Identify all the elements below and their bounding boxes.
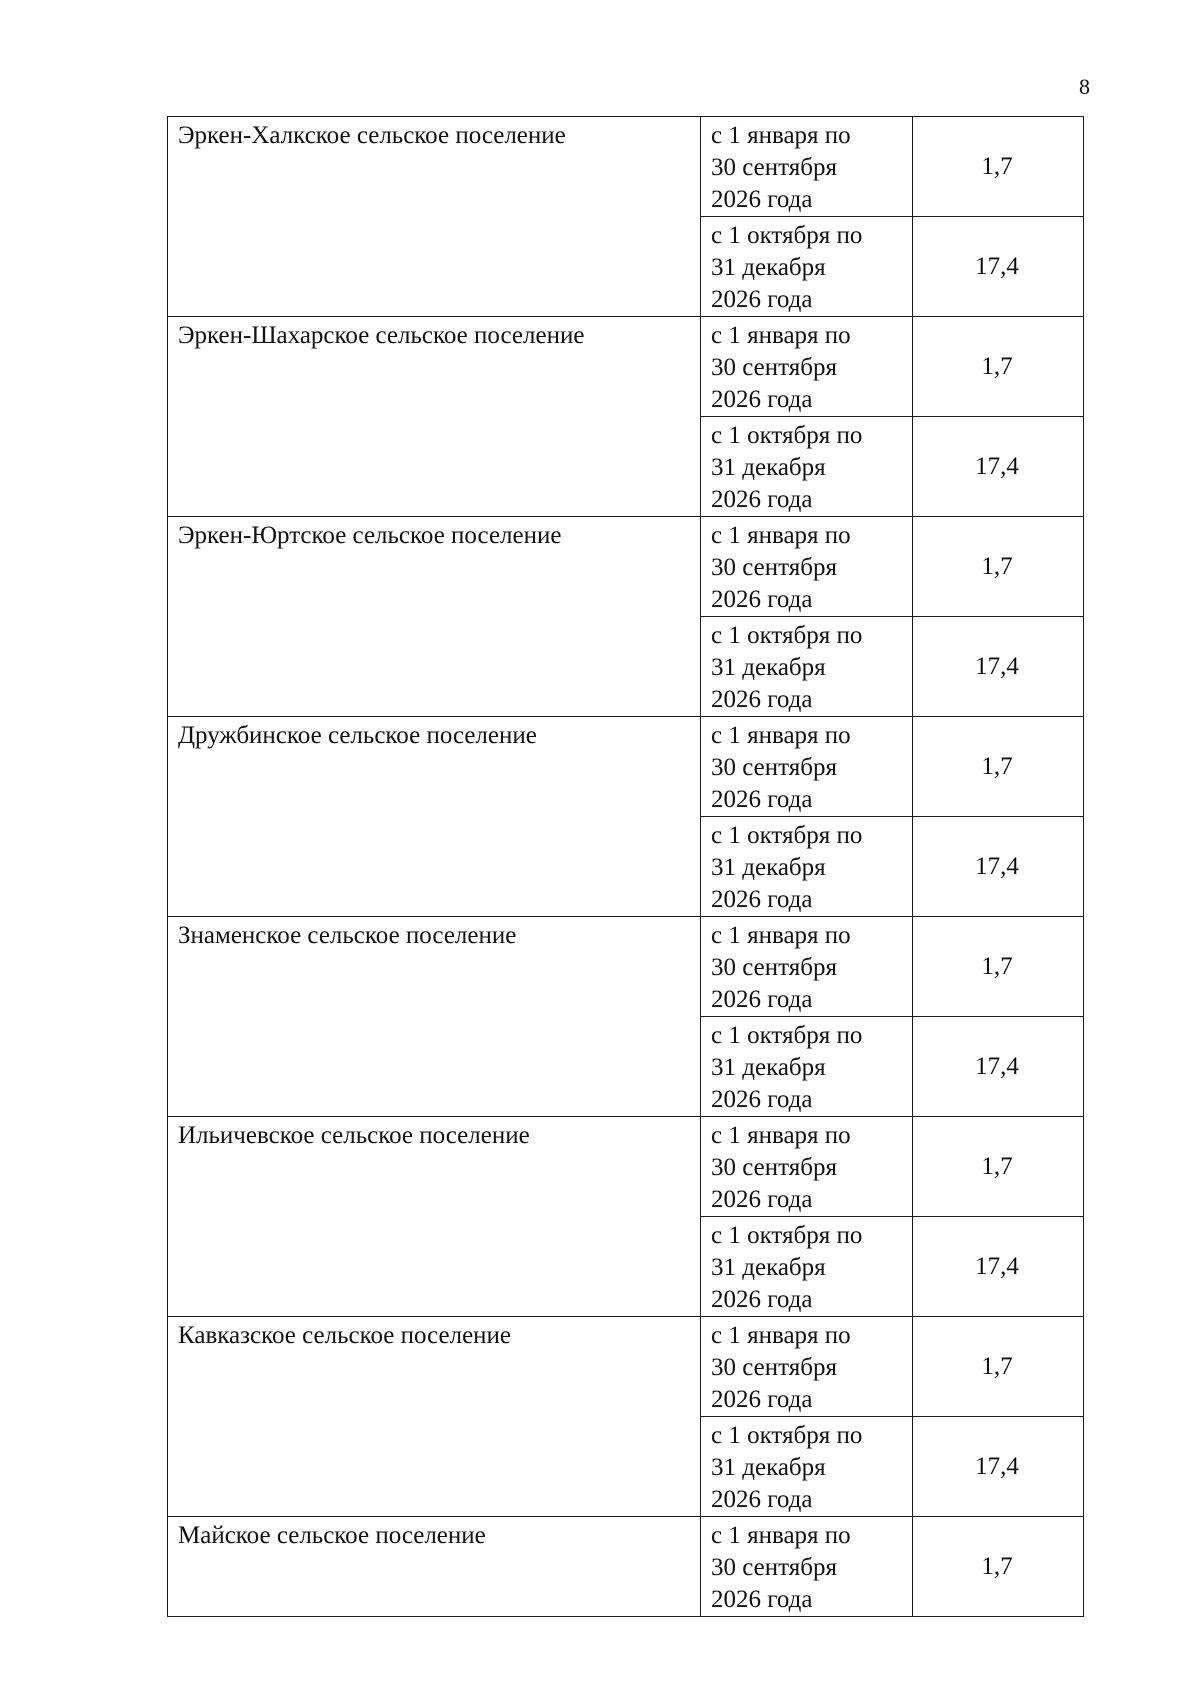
rate-value: 17,4 (913, 617, 1084, 717)
rate-value: 17,4 (913, 1017, 1084, 1117)
settlement-name: Эркен-Юртское сельское поселение (168, 517, 701, 717)
rate-value: 1,7 (913, 1117, 1084, 1217)
settlement-name: Кавказское сельское поселение (168, 1317, 701, 1517)
rate-value: 17,4 (913, 817, 1084, 917)
period-cell (701, 317, 913, 417)
period-line: 2026 года (711, 1586, 813, 1613)
rate-value: 1,7 (913, 1317, 1084, 1417)
table-row (168, 1117, 1084, 1217)
period-line: 31 декабря (711, 854, 826, 881)
period-line: 2026 года (711, 186, 813, 213)
period-cell (701, 617, 913, 717)
rate-value: 1,7 (913, 117, 1084, 217)
period-line: с 1 октября по (711, 222, 863, 249)
period-cell (701, 1117, 913, 1217)
rate-value: 17,4 (913, 417, 1084, 517)
period-line: с 1 января по (711, 1322, 851, 1349)
period-line: с 1 января по (711, 922, 851, 949)
period-line: с 1 января по (711, 1522, 851, 1549)
period-line: 31 декабря (711, 254, 826, 281)
period-line: с 1 октября по (711, 822, 863, 849)
period-line: 30 сентября (711, 554, 837, 581)
period-cell (701, 717, 913, 817)
period-line: 30 сентября (711, 154, 837, 181)
period-line: 31 декабря (711, 1454, 826, 1481)
period-cell (701, 417, 913, 517)
period-line: 2026 года (711, 386, 813, 413)
period-line: 31 декабря (711, 654, 826, 681)
period-line: 30 сентября (711, 1154, 837, 1181)
period-line: 2026 года (711, 286, 813, 313)
period-line: 30 сентября (711, 1554, 837, 1581)
period-cell (701, 1417, 913, 1517)
table-row (168, 1317, 1084, 1417)
rate-value: 1,7 (913, 1517, 1084, 1617)
period-line: 2026 года (711, 1186, 813, 1213)
period-line: с 1 января по (711, 122, 851, 149)
period-line: 2026 года (711, 1286, 813, 1313)
settlement-name: Ильичевское сельское поселение (168, 1117, 701, 1317)
period-line: 30 сентября (711, 354, 837, 381)
settlement-name: Знаменское сельское поселение (168, 917, 701, 1117)
table-row (168, 1517, 1084, 1617)
table-row (168, 717, 1084, 817)
settlement-name: Эркен-Халкское сельское поселение (168, 117, 701, 317)
period-line: 2026 года (711, 586, 813, 613)
period-cell (701, 817, 913, 917)
table-row (168, 517, 1084, 617)
period-cell (701, 1017, 913, 1117)
period-cell (701, 1517, 913, 1617)
period-line: 2026 года (711, 786, 813, 813)
table-row (168, 317, 1084, 417)
period-line: 31 декабря (711, 1254, 826, 1281)
period-line: с 1 января по (711, 722, 851, 749)
period-line: 2026 года (711, 1386, 813, 1413)
rate-value: 1,7 (913, 317, 1084, 417)
period-line: с 1 октября по (711, 622, 863, 649)
rate-value: 1,7 (913, 717, 1084, 817)
period-cell (701, 217, 913, 317)
period-line: 2026 года (711, 986, 813, 1013)
period-line: 2026 года (711, 1486, 813, 1513)
period-line: с 1 января по (711, 1122, 851, 1149)
period-line: с 1 января по (711, 322, 851, 349)
period-cell (701, 917, 913, 1017)
period-line: с 1 октября по (711, 1422, 863, 1449)
rate-value: 17,4 (913, 1417, 1084, 1517)
period-line: 2026 года (711, 686, 813, 713)
period-line: с 1 октября по (711, 1222, 863, 1249)
rate-value: 17,4 (913, 1217, 1084, 1317)
period-line: с 1 октября по (711, 1022, 863, 1049)
rates-table (167, 116, 1084, 1617)
period-line: 31 декабря (711, 454, 826, 481)
period-cell (701, 1217, 913, 1317)
settlement-name: Дружбинское сельское поселение (168, 717, 701, 917)
page-number: 8 (1079, 74, 1090, 99)
period-line: с 1 января по (711, 522, 851, 549)
settlement-name: Эркен-Шахарское сельское поселение (168, 317, 701, 517)
table-row (168, 917, 1084, 1017)
period-cell (701, 117, 913, 217)
period-line: 2026 года (711, 486, 813, 513)
period-line: с 1 октября по (711, 422, 863, 449)
table-row (168, 117, 1084, 217)
period-line: 2026 года (711, 1086, 813, 1113)
period-line: 30 сентября (711, 954, 837, 981)
rate-value: 1,7 (913, 917, 1084, 1017)
period-line: 30 сентября (711, 1354, 837, 1381)
period-cell (701, 517, 913, 617)
period-line: 2026 года (711, 886, 813, 913)
period-line: 30 сентября (711, 754, 837, 781)
period-cell (701, 1317, 913, 1417)
period-line: 31 декабря (711, 1054, 826, 1081)
settlement-name: Майское сельское поселение (168, 1517, 701, 1617)
rate-value: 17,4 (913, 217, 1084, 317)
rate-value: 1,7 (913, 517, 1084, 617)
